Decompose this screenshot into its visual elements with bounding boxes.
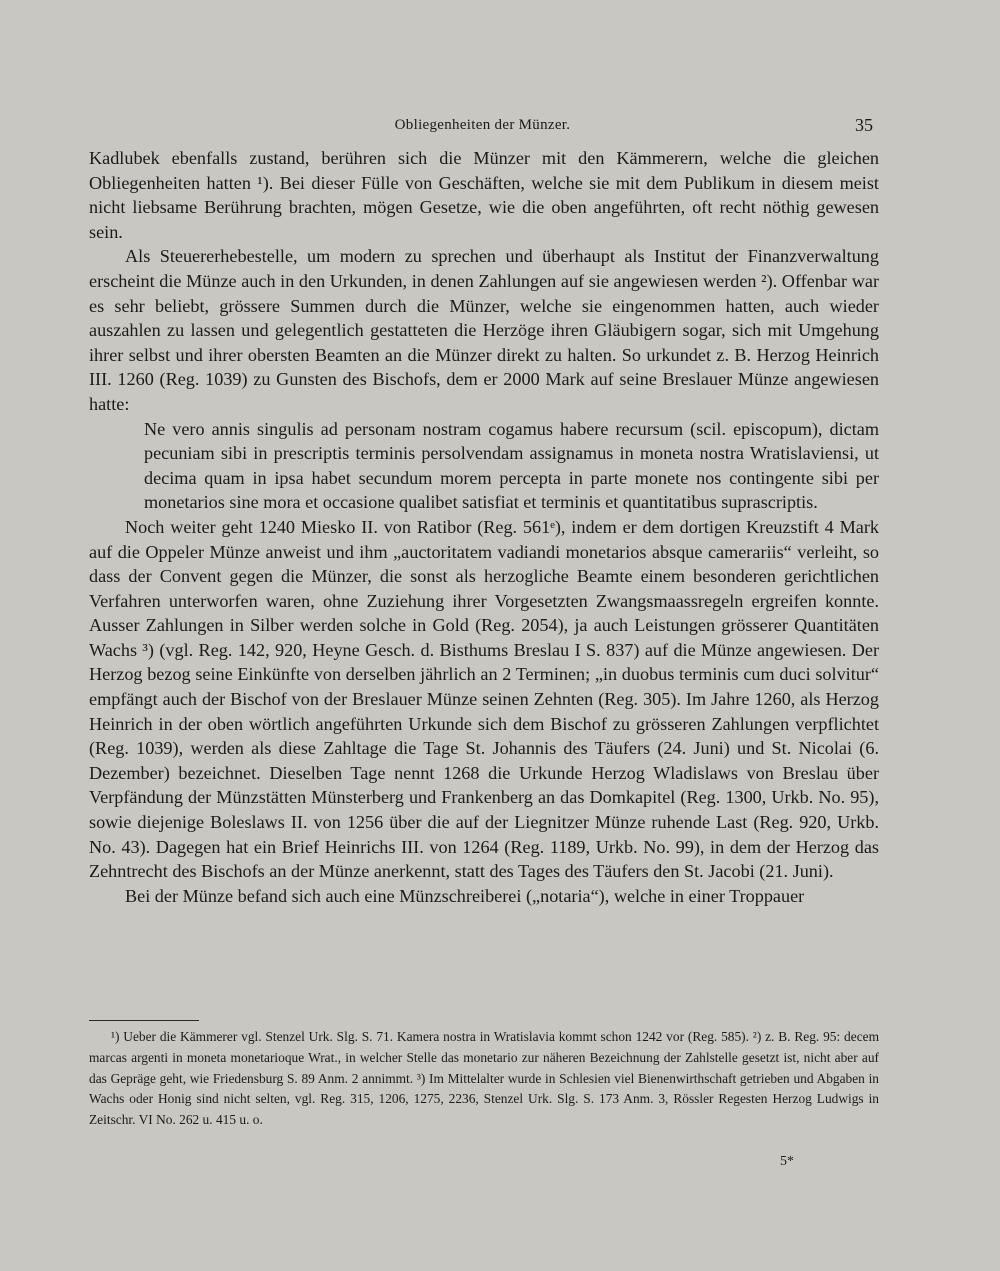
latin-quotation: Ne vero annis singulis ad personam nostram cogamus habere recursum (scil. episcopum), dictam pecuniam sibi in prescriptis terminis persolvendam assignamus in moneta nostra Wratislaviensi, ut decima quam in ipsa habet secundum morem percepta in parte monete nos contingente sibi per monetarios sine mora et occasione qualibet satisfiat et terminis et quantitatibus suprascriptis. xyxy=(144,418,879,513)
paragraph-1: Kadlubek ebenfalls zustand, berühren sich die Münzer mit den Kämmerern, welche die gleichen Obliegenheiten hatten ¹). Bei dieser Fülle von Geschäften, welche sie mit dem Publikum in diesem meist nicht liebsame Berührung brachten, mögen Gesetze, wie die oben angeführten, oft recht nöthig gewesen sein. xyxy=(89,148,879,242)
paragraph-2: Als Steuererhebestelle, um modern zu sprechen und überhaupt als Institut der Finanzverwaltung erscheint die Münze auch in den Urkunden, in denen Zahlungen auf sie angewiesen werden ²). Offenbar war es sehr beliebt, grössere Summen durch die Münzer, welche sie eingenommen hatten, auch wieder auszahlen zu lassen und gelegentlich gestatteten die Herzöge ihren Gläubigern sogar, sich mit Umgehung ihrer selbst und ihrer obersten Beamten an die Münzer direkt zu halten. So urkundet z. B. Herzog Heinrich III. 1260 (Reg. 1039) zu Gunsten des Bischofs, dem er 2000 Mark auf seine Breslauer Münze angewiesen hatte: xyxy=(89,246,879,414)
main-text xyxy=(89,146,879,908)
printer-signature-mark: 5* xyxy=(780,1154,794,1169)
page-number: 35 xyxy=(855,115,873,135)
footnote-divider xyxy=(89,1020,199,1021)
paragraph-3: Noch weiter geht 1240 Miesko II. von Ratibor (Reg. 561ᵉ), indem er dem dortigen Kreuzstift 4 Mark auf die Oppeler Münze anweist und ihm „auctoritatem vadiandi monetarios absque camerariis“ verleiht, so dass der Convent gegen die Münzer, die sonst als herzogliche Beamte einem besonderen gerichtlichen Verfahren unterworfen waren, ohne Zuziehung ihrer Vorgesetzten Zwangsmaassregeln ergreifen konnte. Ausser Zahlungen in Silber werden solche in Gold (Reg. 2054), ja auch Leistungen grösserer Quantitäten Wachs ³) (vgl. Reg. 142, 920, Heyne Gesch. d. Bisthums Breslau I S. 837) auf die Münze angewiesen. Der Herzog bezog seine Einkünfte von derselben jährlich an 2 Terminen; „in duobus terminis cum duci solvitur“ empfängt auch der Bischof von der Breslauer Münze seinen Zehnten (Reg. 305). Im Jahre 1260, als Herzog Heinrich in der oben wörtlich angeführten Urkunde sich dem Bischof zu grösseren Zahlungen verpflichtet (Reg. 1039), werden als diese Zahltage die Tage St. Johannis des Täufers (24. Juni) und St. Nicolai (6. Dezember) bezeichnet. Dieselben Tage nennt 1268 die Urkunde Herzog Wladislaws von Breslau über Verpfändung der Münzstätten Münsterberg und Frankenberg an das Domkapitel (Reg. 1300, Urkb. No. 95), sowie diejenige Boleslaws II. von 1256 über die auf der Liegnitzer Münze ruhende Last (Reg. 920, Urkb. No. 43). Dagegen hat ein Brief Heinrichs III. von 1264 (Reg. 1189, Urkb. No. 99), in dem der Herzog das Zehntrecht des Bischofs an der Münze anerkennt, statt des Tages des Täufers den St. Jacobi (21. Juni). xyxy=(89,516,879,882)
footnotes xyxy=(89,1027,879,1131)
running-header: Obliegenheiten der Münzer. xyxy=(394,117,571,133)
footnote-text: ¹) Ueber die Kämmerer vgl. Stenzel Urk. Slg. S. 71. Kamera nostra in Wratislavia kommt schon 1242 vor (Reg. 585). ²) z. B. Reg. 95: decem marcas argenti in moneta monetarioque Wrat., in welcher Stelle das monetario zur näheren Bezeichnung der Zahlstelle gesetzt ist, nicht aber auf das Gepräge geht, wie Friedensburg S. 89 Anm. 2 annimmt. ³) Im Mittelalter wurde in Schlesien viel Bienenwirthschaft getrieben und Abgaben in Wachs oder Honig sind nicht selten, vgl. Reg. 315, 1206, 1275, 2236, Stenzel Urk. Slg. S. 173 Anm. 3, Rössler Regesten Herzog Ludwigs in Zeitschr. VI No. 262 u. 415 u. o. xyxy=(89,1029,879,1128)
paragraph-4: Bei der Münze befand sich auch eine Münzschreiberei („notaria“), welche in einer Troppauer xyxy=(125,885,805,906)
